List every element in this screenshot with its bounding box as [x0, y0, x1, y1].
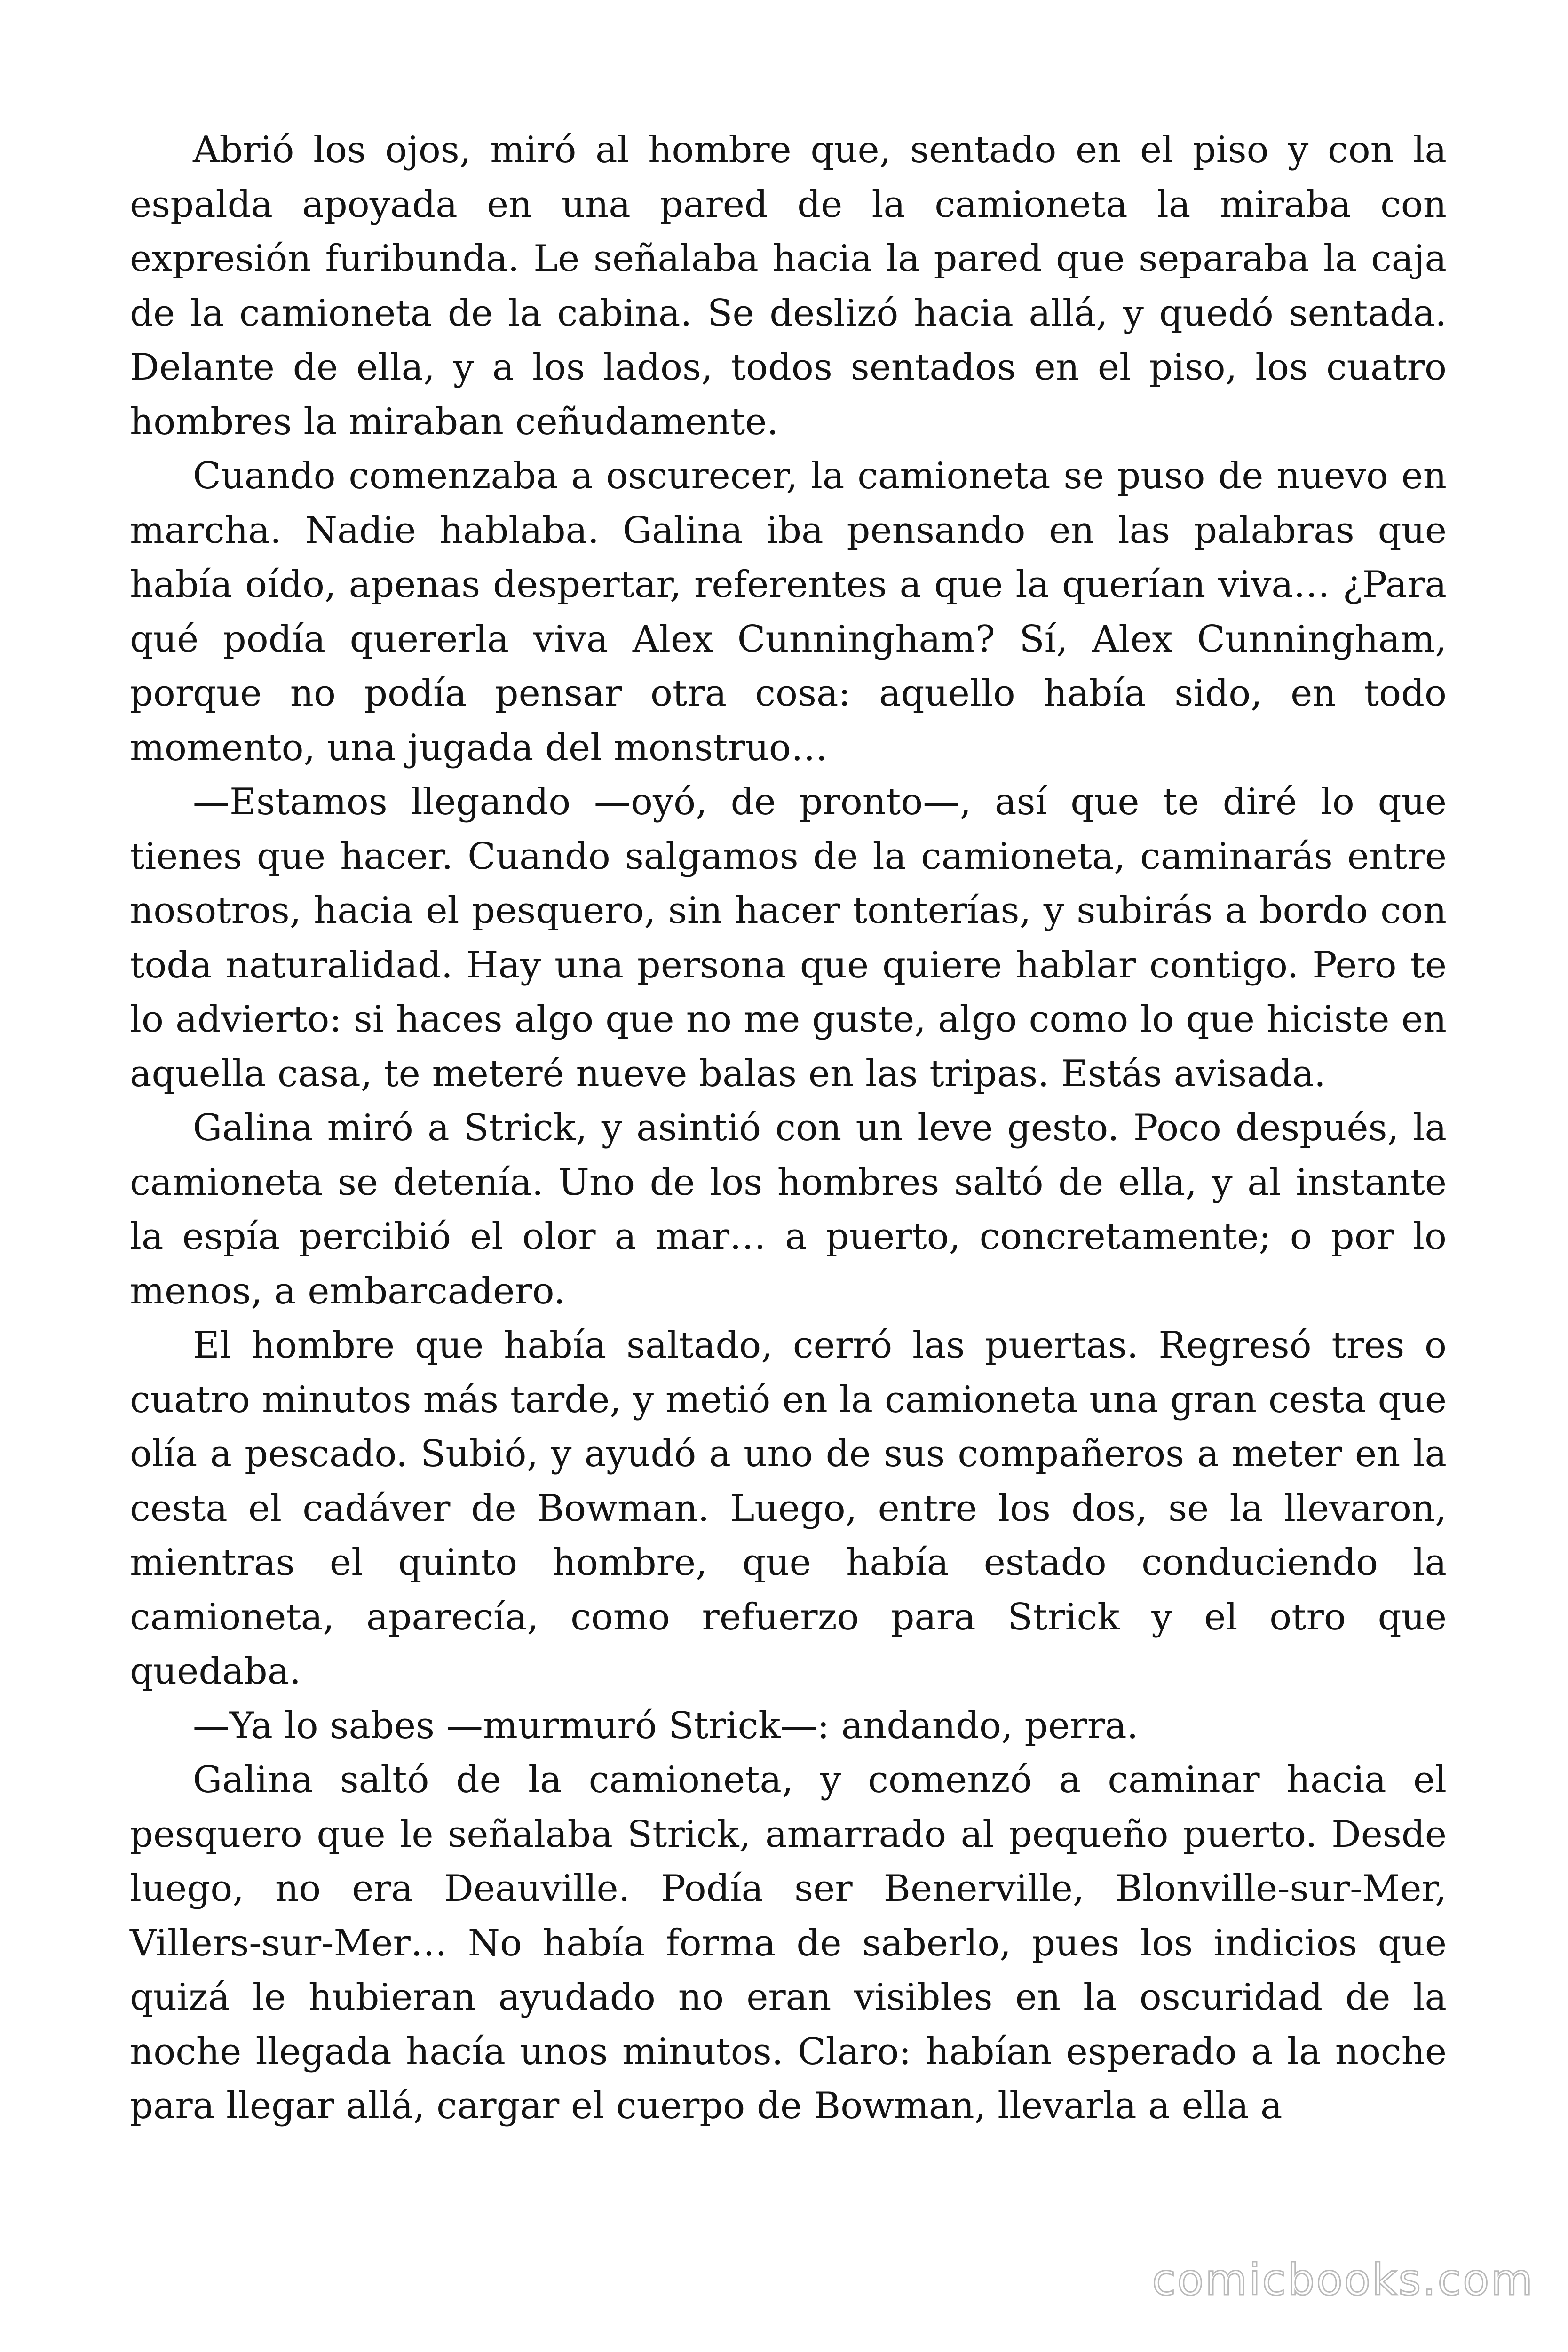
paragraph-6: —Ya lo sabes —murmuró Strick—: andando, perra. — [193, 1704, 1139, 1747]
watermark: comicbooks.com — [1152, 2255, 1534, 2305]
paragraph-4: Galina miró a Strick, y asintió con un leve gesto. Poco después, la camioneta se detenía. Uno de los hombres saltó de ella, y al instante la espía percibió el olor a mar… a puerto, concretamente; o por lo menos, a embarcadero. — [130, 1107, 1447, 1312]
paragraph-3: —Estamos llegando —oyó, de pronto—, así que te diré lo que tienes que hacer. Cuando salgamos de la camioneta, caminarás entre nosotros, hacia el pesquero, sin hacer tonterías, y subirás a bordo con toda naturalidad. Hay una persona que quiere hablar contigo. Pero te lo advierto: si haces algo que no me guste, algo como lo que hiciste en aquella casa, te meteré nueve balas en las tripas. Estás avisada. — [130, 781, 1447, 1095]
body-text — [130, 123, 1447, 2134]
paragraph-1: Abrió los ojos, miró al hombre que, sentado en el piso y con la espalda apoyada en una pared de la camioneta la miraba con expresión furibunda. Le señalaba hacia la pared que separaba la caja de la camioneta de la cabina. Se deslizó hacia allá, y quedó sentada. Delante de ella, y a los lados, todos sentados en el piso, los cuatro hombres la miraban ceñudamente. — [130, 129, 1447, 443]
paragraph-7: Galina saltó de la camioneta, y comenzó a caminar hacia el pesquero que le señalaba Strick, amarrado al pequeño puerto. Desde luego, no era Deauville. Podía ser Benerville, Blonville-sur-Mer, Villers-sur-Mer… No había forma de saberlo, pues los indicios que quizá le hubieran ayudado no eran visibles en la oscuridad de la noche llegada hacía unos minutos. Claro: habían esperado a la noche para llegar allá, cargar el cuerpo de Bowman, llevarla a ella a — [130, 1759, 1447, 2127]
paragraph-5: El hombre que había saltado, cerró las puertas. Regresó tres o cuatro minutos más tarde, y metió en la camioneta una gran cesta que olía a pescado. Subió, y ayudó a uno de sus compañeros a meter en la cesta el cadáver de Bowman. Luego, entre los dos, se la llevaron, mientras el quinto hombre, que había estado conduciendo la camioneta, aparecía, como refuerzo para Strick y el otro que quedaba. — [130, 1324, 1447, 1692]
paragraph-2: Cuando comenzaba a oscurecer, la camioneta se puso de nuevo en marcha. Nadie hablaba. Galina iba pensando en las palabras que había oído, apenas despertar, referentes a que la querían viva… ¿Para qué podía quererla viva Alex Cunningham? Sí, Alex Cunningham, porque no podía pensar otra cosa: aquello había sido, en todo momento, una jugada del monstruo… — [130, 455, 1447, 769]
